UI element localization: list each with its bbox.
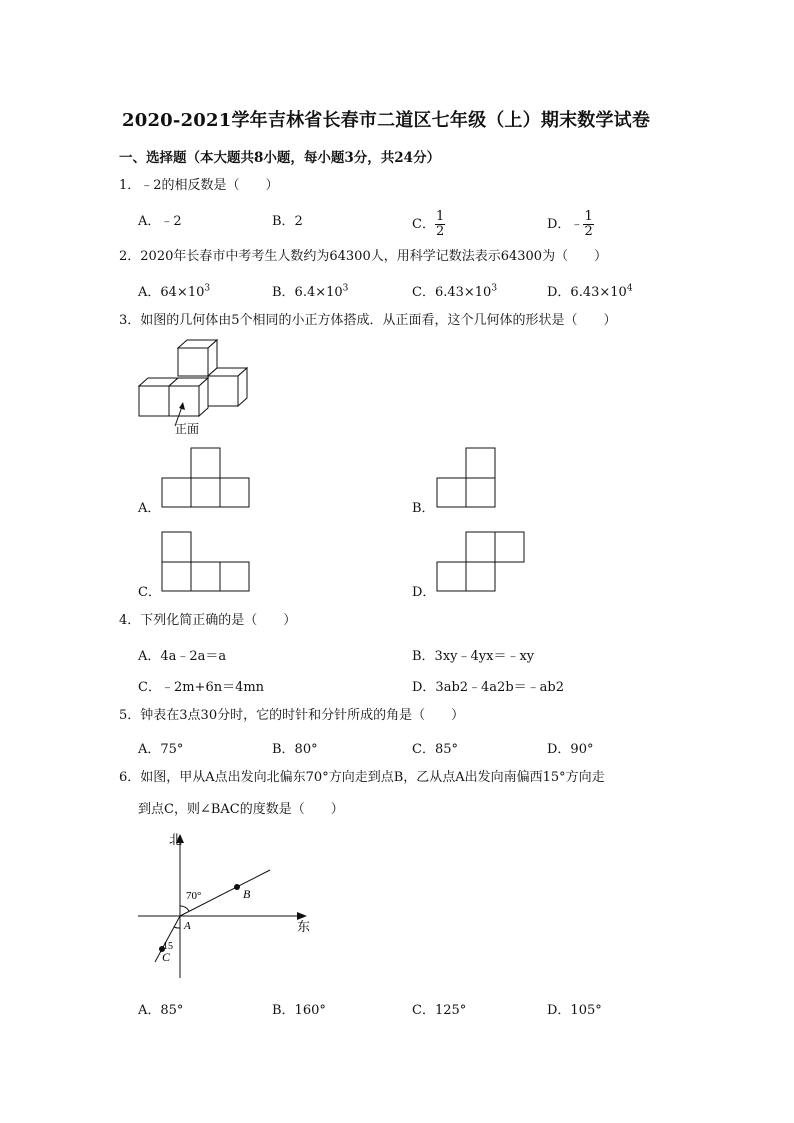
q1-option-a: A．﹣2 bbox=[138, 214, 182, 229]
q6-option-d: D．105° bbox=[547, 1003, 602, 1018]
question-6-stem-line2: 到点C，则∠BAC的度数是（ ） bbox=[138, 802, 344, 817]
q2-option-d: D．$6.43\times 10^4$ bbox=[547, 283, 633, 300]
point-c-label: C bbox=[162, 950, 171, 964]
q6-option-a: A．85° bbox=[138, 1003, 184, 1018]
question-2-stem: 2．2020年长春市中考考生人数约为64300人，用科学记数法表示64300为（ ） bbox=[119, 249, 608, 264]
q5-option-d: D．90° bbox=[547, 742, 594, 757]
question-4-stem: 4．下列化简正确的是（ ） bbox=[119, 613, 297, 628]
q1-option-c: C． $\frac{1}{2}$ bbox=[412, 209, 445, 239]
front-label: 正面 bbox=[175, 422, 200, 436]
point-b-label: B bbox=[243, 887, 251, 901]
q2-option-b: B．$6.4\times 10^3$ bbox=[272, 283, 349, 300]
question-1-stem: 1．﹣2的相反数是（ ） bbox=[119, 178, 279, 193]
question-6-stem-line1: 6．如图，甲从A点出发向北偏东70°方向走到点B，乙从点A出发向南偏西15°方向走 bbox=[119, 770, 605, 785]
q3-option-c: C． bbox=[138, 585, 161, 600]
angle-15-label: 15 bbox=[163, 941, 173, 952]
q1-option-d: D．﹣ $\frac{1}{2}$ bbox=[547, 209, 593, 239]
q3-option-b-figure bbox=[436, 447, 498, 509]
fraction-one-half: $\frac{1}{2}$ bbox=[435, 209, 445, 239]
q4-option-c: C．﹣2m+6n＝4mn bbox=[138, 680, 265, 695]
q2-option-c: C．$6.43\times 10^3$ bbox=[412, 283, 498, 300]
q3-option-a: A． bbox=[138, 501, 161, 516]
q4-option-a: A．4a﹣2a＝a bbox=[138, 649, 227, 664]
north-label: 北 bbox=[169, 832, 183, 847]
q6-option-b: B．160° bbox=[272, 1003, 326, 1018]
page-title: 2020-2021学年吉林省长春市二道区七年级（上）期末数学试卷 bbox=[122, 110, 651, 131]
q3-option-d-figure bbox=[436, 531, 526, 593]
q3-option-a-figure bbox=[161, 447, 251, 509]
cube-stack-figure bbox=[135, 338, 255, 438]
q4-option-b: B．3xy﹣4yx＝﹣xy bbox=[412, 649, 535, 664]
q3-option-d: D． bbox=[412, 585, 436, 600]
fraction-one-half: $\frac{1}{2}$ bbox=[584, 209, 593, 239]
direction-angle-figure bbox=[133, 828, 318, 988]
q3-option-b: B． bbox=[412, 501, 435, 516]
question-5-stem: 5．钟表在3点30分时，它的时针和分针所成的角是（ ） bbox=[119, 708, 465, 723]
q1-option-b: B．2 bbox=[272, 214, 303, 229]
question-3-stem: 3．如图的几何体由5个相同的小正方体搭成．从正面看，这个几何体的形状是（ ） bbox=[119, 313, 617, 328]
q3-option-c-figure bbox=[161, 531, 251, 593]
point-a-label: A bbox=[184, 920, 191, 932]
east-label: 东 bbox=[297, 919, 311, 934]
section-heading: 一、选择题（本大题共8小题，每小题3分，共24分） bbox=[119, 150, 441, 166]
q5-option-a: A．75° bbox=[138, 742, 184, 757]
q4-option-d: D．3ab2﹣4a2b＝﹣ab2 bbox=[412, 680, 564, 695]
q5-option-b: B．80° bbox=[272, 742, 318, 757]
q6-option-c: C．125° bbox=[412, 1003, 467, 1018]
angle-70-label: 70° bbox=[186, 890, 202, 902]
q5-option-c: C．85° bbox=[412, 742, 458, 757]
q2-option-a: A．$64\times 10^3$ bbox=[138, 283, 211, 300]
